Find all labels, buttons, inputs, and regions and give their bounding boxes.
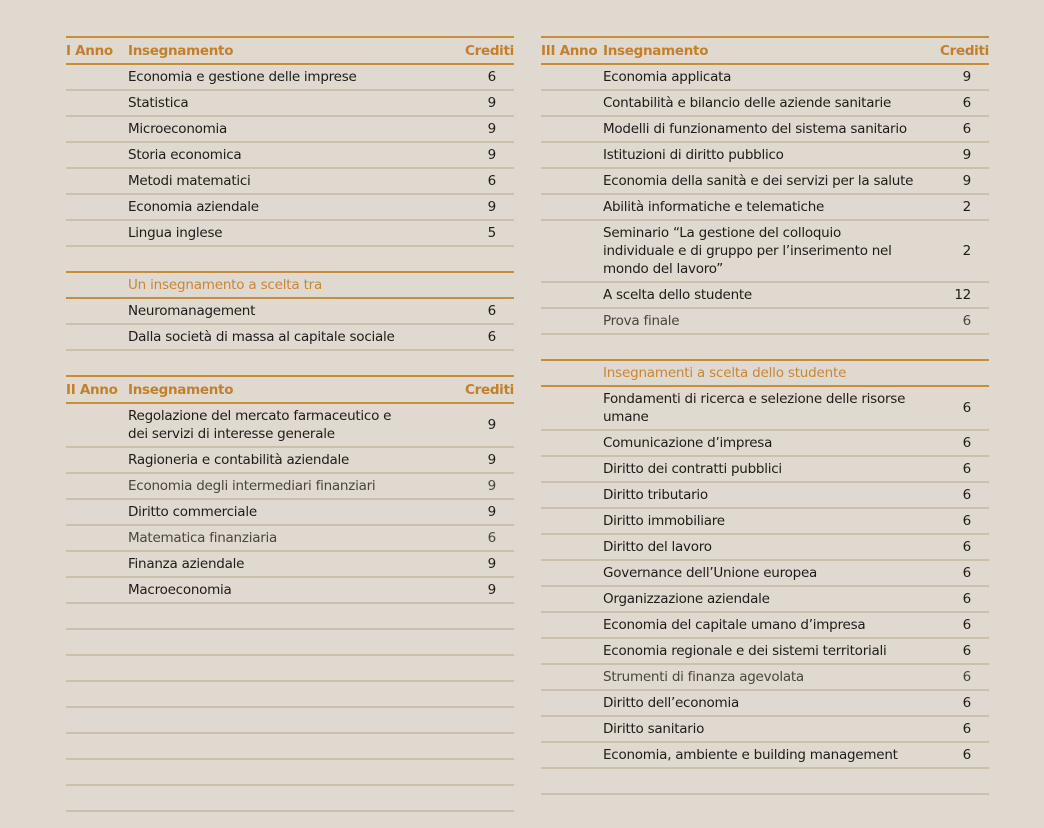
course-row [66,474,514,500]
course-column-header: Insegnamento [128,381,234,398]
choice-title: Un insegnamento a scelta tra [128,277,323,293]
course-credits: 6 [962,565,971,581]
course-name: Economia e gestione delle imprese [128,69,357,85]
credits-column-header: Crediti [940,42,989,59]
course-credits: 6 [487,303,496,319]
course-name: Diritto dell’economia [603,695,739,711]
electives-title: Insegnamenti a scelta dello studente [603,365,847,381]
course-credits: 6 [962,121,971,137]
course-credits: 9 [487,121,496,137]
course-row [66,526,514,552]
course-credits: 6 [962,747,971,763]
course-credits: 6 [487,69,496,85]
course-name: Economia, ambiente e building management [603,747,898,763]
course-name: Dalla società di massa al capitale sociale [128,329,395,345]
choice-subheader [66,271,514,299]
course-row [541,431,989,457]
course-row [66,325,514,351]
course-credits: 5 [487,225,496,241]
course-credits: 9 [962,173,971,189]
course-row [66,91,514,117]
spacer [66,351,514,375]
course-name: Economia del capitale umano d’impresa [603,617,866,633]
year-label: I Anno [66,42,113,59]
course-credits: 9 [962,69,971,85]
course-credits: 6 [487,329,496,345]
course-name: Economia della sanità e dei servizi per la salute [603,173,914,189]
empty-row [66,604,514,630]
empty-row [66,734,514,760]
empty-row [66,682,514,708]
course-name: Strumenti di finanza agevolata [603,669,804,685]
course-row [541,457,989,483]
course-name: Economia degli intermediari finanziari [128,478,376,494]
course-name: Governance dell’Unione europea [603,565,818,581]
course-name: Neuromanagement [128,303,256,319]
course-credits: 9 [487,478,496,494]
year1-header [66,36,514,65]
course-row [541,587,989,613]
year-label: III Anno [541,42,598,59]
year1-table [66,36,514,351]
course-name: Diritto del lavoro [603,539,712,555]
course-name: Lingua inglese [128,225,223,241]
course-row [541,117,989,143]
course-credits: 9 [487,556,496,572]
course-name: Istituzioni di diritto pubblico [603,147,784,163]
course-name: Fondamenti di ricerca e selezione delle risorse umane [603,391,906,425]
course-name: Diritto dei contratti pubblici [603,461,782,477]
course-credits: 9 [487,199,496,215]
course-column-header: Insegnamento [128,42,234,59]
course-name: Economia regionale e dei sistemi territoriali [603,643,887,659]
year3-header [541,36,989,65]
course-name: Diritto immobiliare [603,513,725,529]
course-row [541,483,989,509]
course-credits: 9 [487,417,496,433]
credits-column-header: Crediti [465,42,514,59]
course-credits: 6 [962,617,971,633]
credits-column-header: Crediti [465,381,514,398]
empty-row [66,760,514,786]
course-credits: 9 [487,452,496,468]
course-row [541,65,989,91]
course-row [541,743,989,769]
course-row [66,500,514,526]
course-name: Regolazione del mercato farmaceutico e dei servizi di interesse generale [128,408,392,442]
course-row [541,509,989,535]
course-row [66,404,514,448]
empty-row [66,656,514,682]
course-row [541,387,989,431]
course-name: Organizzazione aziendale [603,591,770,607]
course-credits: 6 [962,435,971,451]
course-row [66,299,514,325]
course-credits: 9 [487,582,496,598]
course-row [66,578,514,604]
course-row [541,665,989,691]
electives-header [541,359,989,387]
course-row [66,448,514,474]
year-label: II Anno [66,381,118,398]
course-row [541,221,989,283]
course-row [66,65,514,91]
course-row [541,717,989,743]
course-credits: 9 [487,95,496,111]
course-credits: 6 [487,173,496,189]
course-credits: 6 [962,487,971,503]
course-name: Economia applicata [603,69,732,85]
course-name: Abilità informatiche e telematiche [603,199,825,215]
left-column [66,36,514,812]
course-row [541,91,989,117]
course-credits: 9 [487,504,496,520]
course-name: Diritto tributario [603,487,708,503]
course-row [66,552,514,578]
course-credits: 6 [962,313,971,329]
year3-table [541,36,989,335]
course-name: Metodi matematici [128,173,251,189]
course-credits: 6 [962,513,971,529]
course-row [66,195,514,221]
year2-header [66,375,514,404]
course-row [541,691,989,717]
course-row [66,117,514,143]
course-credits: 2 [962,243,971,259]
course-credits: 9 [487,147,496,163]
course-name: Macroeconomia [128,582,232,598]
course-row [66,143,514,169]
course-credits: 6 [962,400,971,416]
course-name: Statistica [128,95,189,111]
course-name: Diritto commerciale [128,504,257,520]
empty-row [541,769,989,795]
course-credits: 6 [487,530,496,546]
course-name: Storia economica [128,147,242,163]
course-row [541,535,989,561]
course-name: Modelli di funzionamento del sistema sanitario [603,121,907,137]
empty-row [66,786,514,812]
course-name: Economia aziendale [128,199,259,215]
course-name: Diritto sanitario [603,721,705,737]
electives-table [541,359,989,795]
course-name: Comunicazione d’impresa [603,435,773,451]
course-credits: 6 [962,591,971,607]
course-name: Seminario “La gestione del colloquio individuale e di gruppo per l’inserimento nel mondo del lavoro” [603,225,892,277]
course-row [66,221,514,247]
course-name: Contabilità e bilancio delle aziende sanitarie [603,95,892,111]
course-row [541,143,989,169]
course-credits: 6 [962,721,971,737]
course-row [541,613,989,639]
course-credits: 2 [962,199,971,215]
course-credits: 6 [962,669,971,685]
course-row [541,639,989,665]
course-name: Microeconomia [128,121,228,137]
course-credits: 6 [962,539,971,555]
course-credits: 9 [962,147,971,163]
course-row [541,561,989,587]
course-row [541,169,989,195]
course-name: A scelta dello studente [603,287,752,303]
empty-row [66,630,514,656]
course-credits: 6 [962,95,971,111]
empty-row [66,708,514,734]
course-name: Ragioneria e contabilità aziendale [128,452,350,468]
spacer [541,335,989,359]
year2-table [66,375,514,812]
spacer [66,247,514,271]
course-name: Prova finale [603,313,680,329]
course-column-header: Insegnamento [603,42,709,59]
course-credits: 6 [962,461,971,477]
course-credits: 12 [954,287,971,303]
course-credits: 6 [962,695,971,711]
course-row [66,169,514,195]
course-row [541,195,989,221]
course-row [541,283,989,309]
right-column [541,36,989,795]
course-name: Matematica finanziaria [128,530,278,546]
course-name: Finanza aziendale [128,556,245,572]
course-row [541,309,989,335]
course-credits: 6 [962,643,971,659]
